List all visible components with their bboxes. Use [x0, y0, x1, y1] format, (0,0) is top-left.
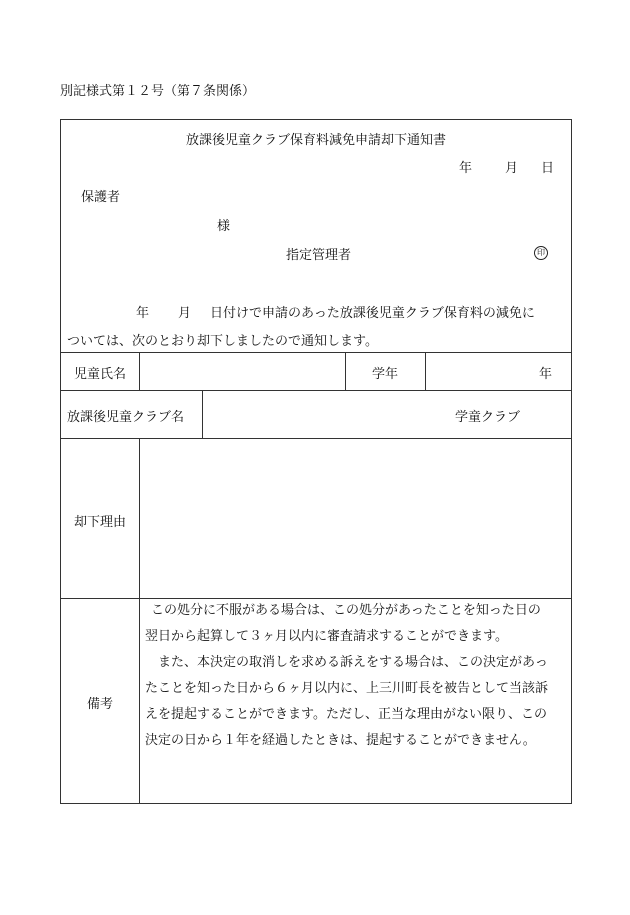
- date-month-label: 月: [505, 161, 519, 176]
- remarks-line: えを提起することができます。ただし、正当な理由がない限り、この: [145, 707, 547, 722]
- divider-line: [202, 390, 203, 438]
- child-name-label: 児童氏名: [73, 367, 126, 382]
- date-day-label: 日: [541, 161, 555, 176]
- club-suffix: 学童クラブ: [455, 410, 521, 425]
- manager-label: 指定管理者: [286, 248, 352, 263]
- guardian-label: 保護者: [81, 190, 121, 205]
- divider-line: [425, 352, 426, 390]
- seal-mark: [534, 244, 548, 260]
- intro-year-label: 年: [136, 306, 150, 321]
- remarks-label: 備考: [86, 697, 113, 712]
- intro-line-1: 日付けで申請のあった放課後児童クラブ保育料の減免に: [210, 306, 535, 321]
- divider-line: [139, 352, 140, 390]
- remarks-line: 翌日から起算して３ヶ月以内に審査請求することができます。: [145, 629, 508, 644]
- club-name-label: 放課後児童クラブ名: [67, 410, 185, 425]
- divider-line: [139, 438, 140, 803]
- grade-suffix: 年: [539, 367, 553, 382]
- reason-label: 却下理由: [73, 515, 126, 530]
- divider-line: [61, 390, 571, 391]
- form-title: 放課後児童クラブ保育料減免申請却下通知書: [185, 133, 446, 148]
- remarks-text: [145, 598, 548, 754]
- date-year-label: 年: [459, 161, 473, 176]
- honorific-sama: 様: [217, 219, 231, 234]
- form-number: 別記様式第１２号（第７条関係）: [60, 84, 256, 99]
- intro-line-2: ついては、次のとおり却下しましたので通知します。: [67, 334, 378, 349]
- remarks-line: また、本決定の取消しを求める訴えをする場合は、この決定があっ: [158, 655, 548, 670]
- remarks-line: たことを知った日から６ヶ月以内に、上三川町長を被告として当該訴: [145, 681, 549, 696]
- notice-form: [60, 119, 572, 804]
- intro-month-label: 月: [178, 306, 192, 321]
- seal-icon: 印: [534, 246, 548, 260]
- remarks-line: 決定の日から１年を経過したときは、提起することができません。: [145, 733, 536, 748]
- grade-label: 学年: [371, 367, 398, 382]
- remarks-line: この処分に不服がある場合は、この処分があったことを知った日の: [151, 603, 541, 618]
- divider-line: [61, 352, 571, 353]
- divider-line: [61, 438, 571, 439]
